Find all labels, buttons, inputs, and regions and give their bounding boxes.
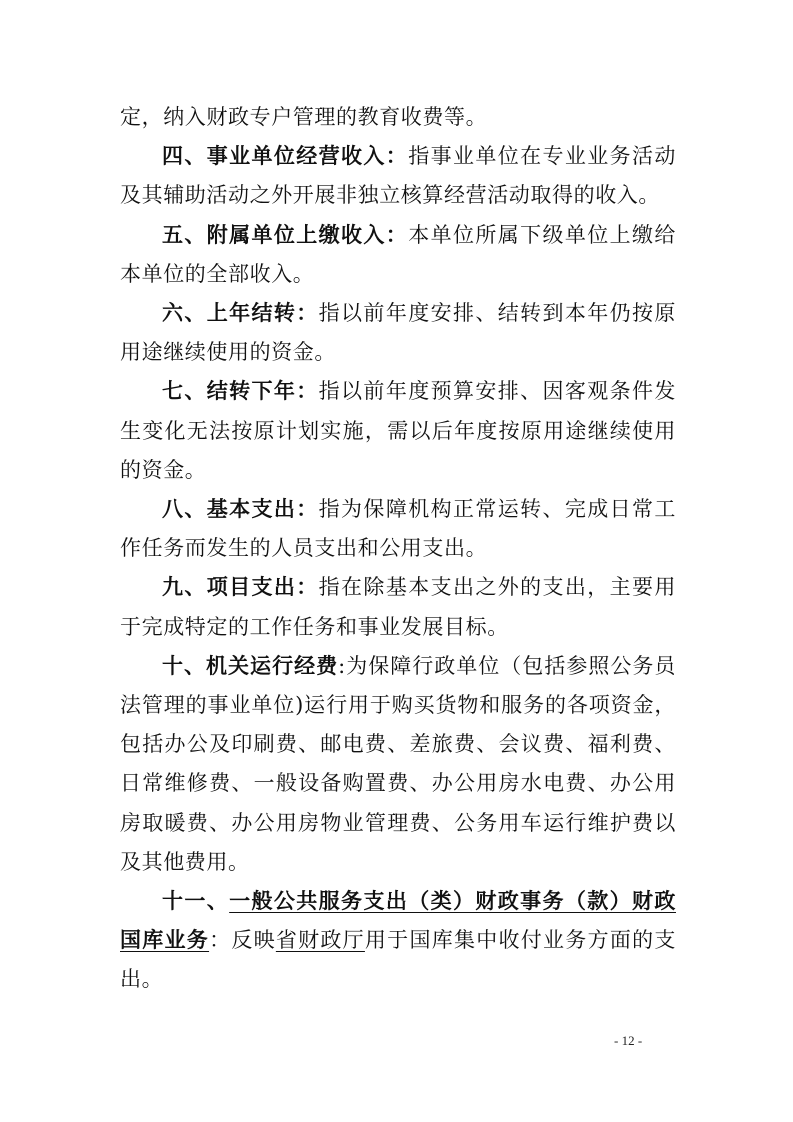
paragraph-continuation xyxy=(120,98,676,137)
paragraph-business-income xyxy=(120,137,676,215)
term-definition: 指为保障机构正常运转、完成日常工作任务而发生的人员支出和公用支出。 xyxy=(120,497,676,561)
paragraph-basic-expenditure xyxy=(120,490,676,568)
term-heading: 四、事业单位经营收入： xyxy=(162,144,409,169)
term-definition: 指以前年度预算安排、因客观条件发生变化无法按原计划实施，需以后年度按原用途继续使用的资金。 xyxy=(120,379,676,482)
term-heading-underlined: 一般公共服务支出（类）财政事务（款）财政国库业务 xyxy=(120,889,676,953)
term-heading: 九、项目支出： xyxy=(162,575,319,600)
term-definition: 本单位所属下级单位上缴给本单位的全部收入。 xyxy=(120,222,676,286)
paragraph-project-expenditure xyxy=(120,568,676,646)
paragraph-prior-carryover xyxy=(120,294,676,372)
term-heading: 七、结转下年： xyxy=(162,379,319,404)
term-definition-start: 反映 xyxy=(231,928,276,953)
paragraph-affiliate-income xyxy=(120,216,676,294)
term-heading: 八、基本支出： xyxy=(162,497,319,522)
page-number: - 12 - xyxy=(614,1033,643,1048)
paragraph-operating-funds xyxy=(120,647,676,882)
paragraph-treasury-services xyxy=(120,882,676,1000)
term-definition: 指以前年度安排、结转到本年仍按原用途继续使用的资金。 xyxy=(120,301,676,365)
term-colon: ： xyxy=(209,928,232,953)
body-text xyxy=(120,98,676,1000)
term-definition-end: 用于国库集中收付业务方面的支出。 xyxy=(120,928,676,992)
term-definition: :为保障行政单位（包括参照公务员法管理的事业单位)运行用于购买货物和服务的各项资金，包括办公及印刷费、邮电费、差旅费、会议费、福利费、日常维修费、一般设备购置费、办公用房水电费、办公用房取暖费、办公用房物业管理费、公务用车运行维护费以及其他费用。 xyxy=(120,653,676,874)
term-heading: 十、机关运行经费 xyxy=(162,653,339,678)
paragraph-next-carryover xyxy=(120,372,676,490)
term-heading-number: 十一、 xyxy=(162,889,230,914)
term-definition-underlined: 省财政厅 xyxy=(275,928,365,953)
term-definition: 指事业单位在专业业务活动及其辅助活动之外开展非独立核算经营活动取得的收入。 xyxy=(120,144,676,208)
term-definition: 指在除基本支出之外的支出，主要用于完成特定的工作任务和事业发展目标。 xyxy=(120,575,676,639)
term-heading: 五、附属单位上缴收入： xyxy=(162,222,409,247)
term-heading: 六、上年结转： xyxy=(162,301,319,326)
paragraph-text: 定，纳入财政专户管理的教育收费等。 xyxy=(120,105,488,129)
